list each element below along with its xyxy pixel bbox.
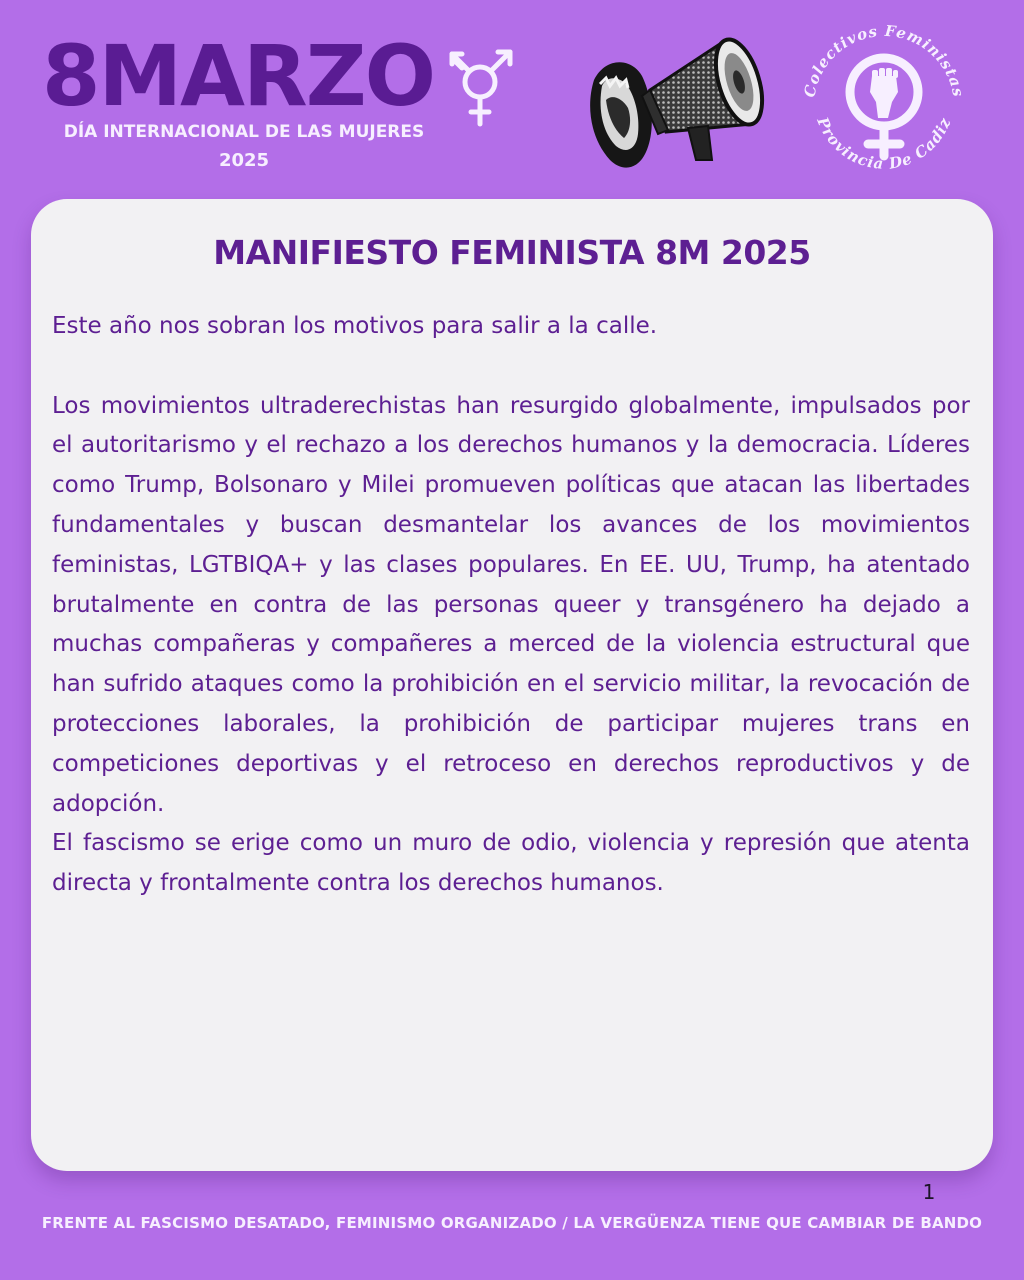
- manifesto-title: MANIFIESTO FEMINISTA 8M 2025: [213, 233, 811, 272]
- footer-slogan: FRENTE AL FASCISMO DESATADO, FEMINISMO ORGANIZADO / LA VERGÜENZA TIENE QUE CAMBIAR DE BANDO: [41, 1214, 983, 1232]
- header: [0, 0, 1024, 200]
- feminist-fist-icon: [850, 58, 918, 156]
- event-year: 2025: [218, 150, 270, 171]
- manifesto-paragraph: Los movimientos ultraderechistas han resurgido globalmente, impulsados por el autoritarismo y el rechazo a los derechos humanos y la democracia. Líderes como Trump, Bolsonaro y Milei promueven políticas que atacan las libertades fundamentales y buscan desmantelar los avances de los movimientos feministas, LGTBIQA+ y las clases populares. En EE. UU, Trump, ha atentado brutalmente en contra de las personas queer y transgénero ha dejado a muchas compañeras y compañeres a merced de la violencia estructural que han sufrido ataques como la prohibición en el servicio militar, la revocación de protecciones laborales, la prohibición de participar mujeres trans en competiciones deportivas y el retroceso en derechos reproductivos y de adopción.: [52, 392, 970, 817]
- manifesto-body: [52, 307, 970, 904]
- gender-symbol-icon: [440, 36, 524, 132]
- megaphone-icon: [576, 20, 776, 176]
- collective-logo: [788, 6, 980, 196]
- manifesto-paragraph: El fascismo se erige como un muro de odio, violencia y represión que atenta directa y frontalmente contra los derechos humanos.: [52, 830, 970, 897]
- page-number: 1: [922, 1180, 936, 1204]
- manifesto-card: [31, 199, 993, 1171]
- logo-top-text: Colectivos Feministas: [800, 21, 968, 99]
- event-subtitle: DÍA INTERNACIONAL DE LAS MUJERES: [63, 122, 425, 142]
- logo-bottom-text: Provincia De Cadiz: [813, 114, 955, 173]
- event-title: 8MARZO: [42, 27, 435, 125]
- manifesto-paragraph: Este año nos sobran los motivos para salir a la calle.: [52, 313, 658, 339]
